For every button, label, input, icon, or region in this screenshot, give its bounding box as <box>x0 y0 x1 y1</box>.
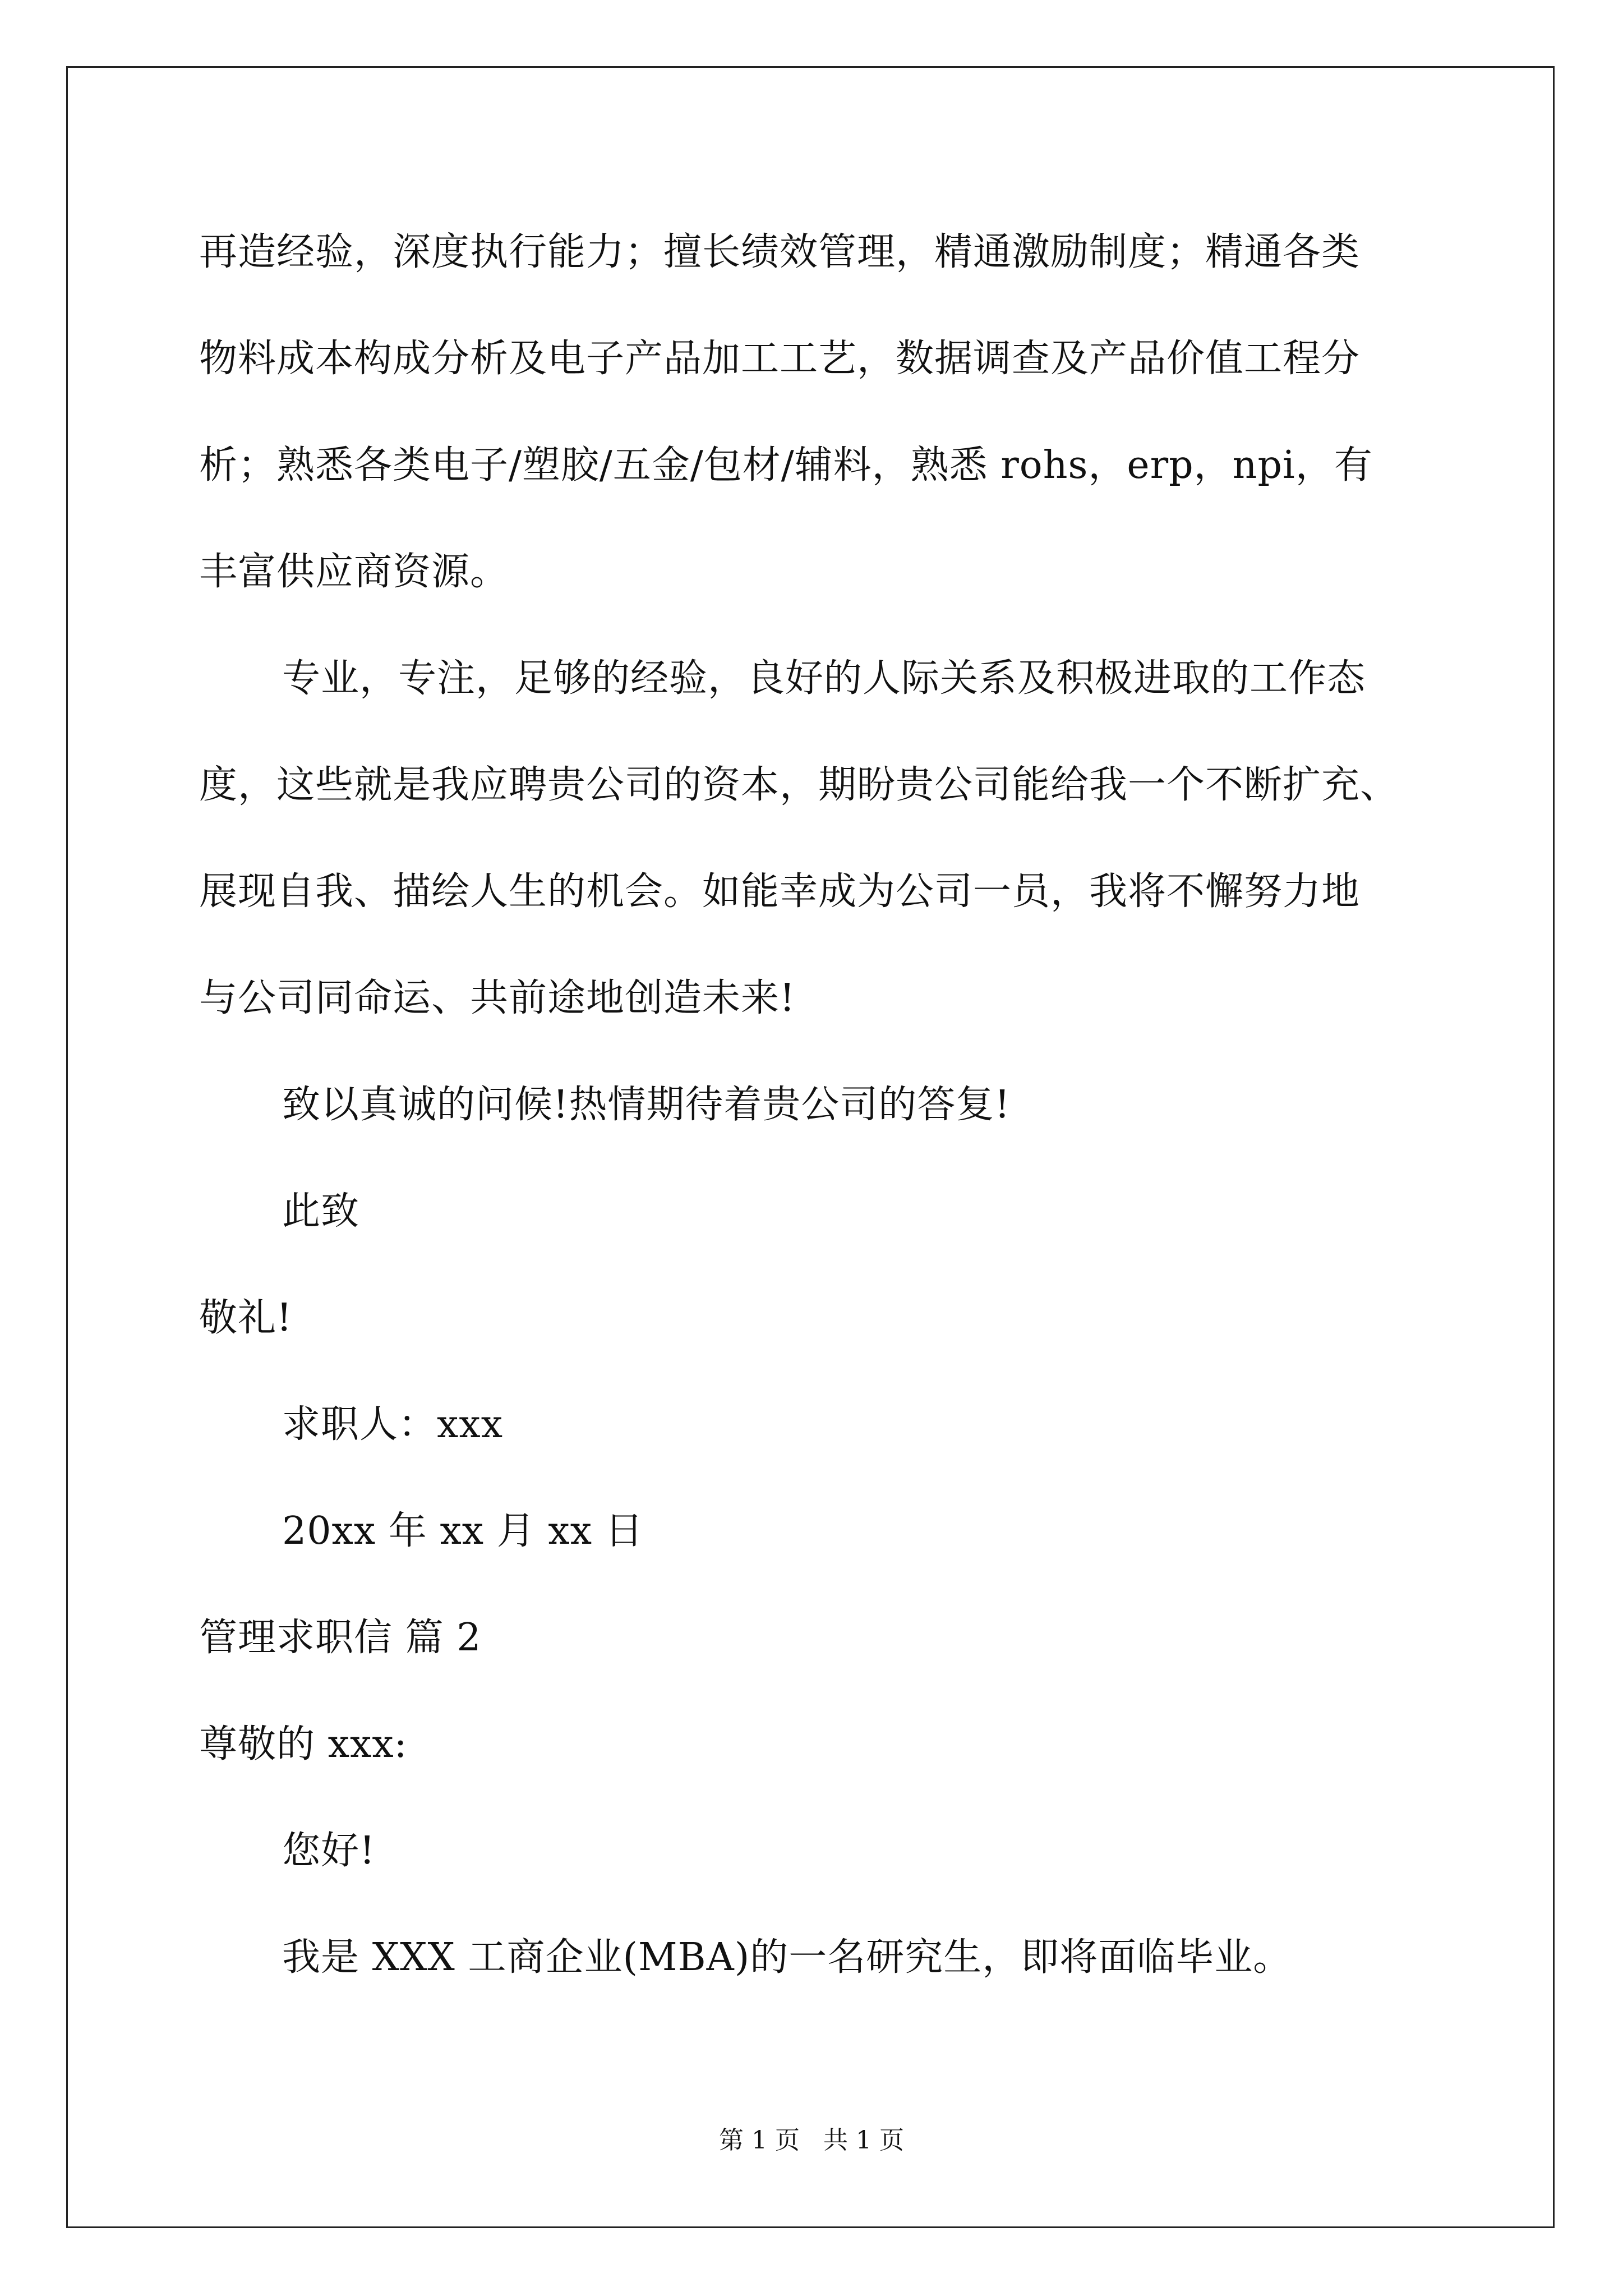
closing-phrase: 此致 <box>282 1189 360 1234</box>
paragraph-start: 专业，专注，足够的经验，良好的人际关系及积极进取的工作态 <box>282 656 1366 701</box>
text-line: 度，这些就是我应聘贵公司的资本，期盼贵公司能给我一个不断扩充、 <box>199 763 1399 807</box>
greeting: 您好! <box>282 1829 376 1873</box>
page-number-footer: 第 1 页 共 1 页 <box>719 2126 904 2155</box>
text-line: 再造经验，深度执行能力；擅长绩效管理，精通激励制度；精通各类 <box>199 230 1361 274</box>
text-line: 析；熟悉各类电子/塑胶/五金/包材/辅料，熟悉 rohs，erp，npi，有 <box>199 443 1373 487</box>
letter-salutation: 尊敬的 xxx: <box>199 1722 408 1766</box>
salutation-closing: 敬礼! <box>199 1296 293 1340</box>
applicant-signature: 求职人：xxx <box>282 1402 504 1447</box>
page-border <box>66 66 1555 2228</box>
section-heading: 管理求职信 篇 2 <box>199 1616 482 1660</box>
closing-greeting: 致以真诚的问候!热情期待着贵公司的答复! <box>282 1083 1011 1127</box>
letter-date: 20xx 年 xx 月 xx 日 <box>282 1509 644 1553</box>
paragraph-start: 我是 XXX 工商企业(MBA)的一名研究生，即将面临毕业。 <box>282 1935 1292 1980</box>
text-line: 与公司同命运、共前途地创造未来! <box>199 976 796 1020</box>
text-line: 丰富供应商资源。 <box>199 550 509 594</box>
text-line: 展现自我、描绘人生的机会。如能幸成为公司一员，我将不懈努力地 <box>199 869 1361 914</box>
text-line: 物料成本构成分析及电子产品加工工艺，数据调查及产品价值工程分 <box>199 337 1361 381</box>
